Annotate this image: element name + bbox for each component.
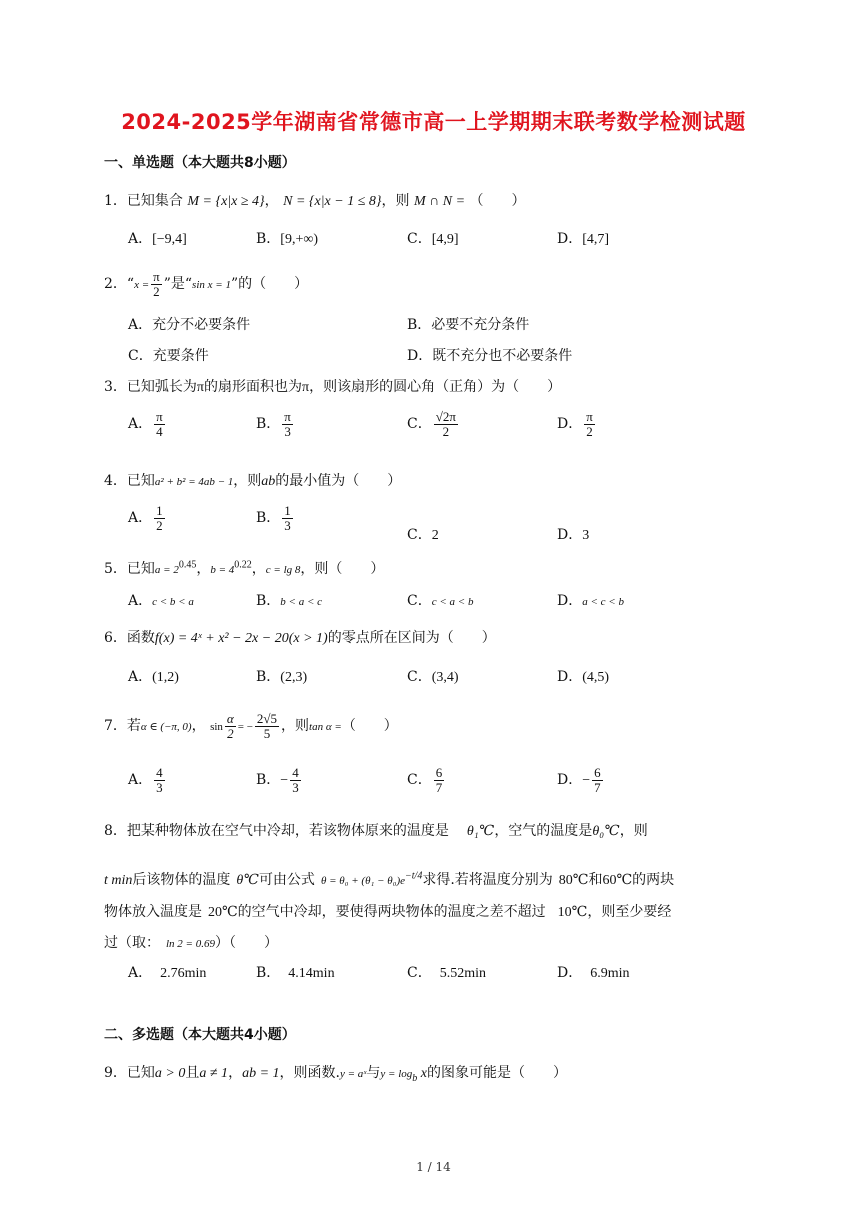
option-a (128, 590, 194, 610)
question-8-text: 可由公式 (258, 872, 315, 888)
option-value: [−9,4] (152, 232, 187, 247)
option-fraction (584, 410, 595, 438)
option-label: B． (256, 593, 281, 609)
sin-equation: sin x = 1 (192, 279, 231, 292)
option-sign: − (280, 773, 289, 789)
page-number: 1 / 14 (416, 1160, 451, 1174)
question-8-text: 求得.若将温度分别为 (422, 872, 553, 888)
question-2-tail: ”的（ ） (230, 276, 309, 293)
option-c (407, 410, 460, 438)
option-d: D．既不充分也不必要条件 (407, 348, 573, 364)
option-sign: − (582, 773, 591, 789)
fraction-denominator: 4 (156, 423, 163, 439)
option-label: A． (128, 965, 153, 981)
question-5-tail: ，则（ ） (300, 561, 385, 577)
question-5 (104, 558, 384, 578)
option-label: D． (557, 231, 583, 247)
log-argument: x (417, 1066, 427, 1081)
option-a: A．充分不必要条件 (128, 317, 251, 333)
option-c (407, 666, 459, 686)
section-heading-multi-choice: 二、多选题（本大题共4小题） (104, 1027, 296, 1043)
fraction-denominator: 3 (284, 423, 291, 439)
option-d (557, 590, 624, 610)
tan-expr: tan α = (309, 721, 342, 734)
temp-theta1: θ₁℃ (466, 824, 495, 839)
fraction-numerator: 6 (435, 765, 443, 780)
question-9-text: 且 (185, 1065, 200, 1081)
option-d (557, 524, 589, 544)
fraction-denominator: 3 (284, 517, 291, 533)
question-8-stem: 8．把某种物体放在空气中冷却，若该物体原来的温度是 (104, 823, 449, 839)
fraction-numerator: 4 (156, 765, 163, 780)
question-9-stem: 9．已知 (104, 1065, 155, 1081)
question-8-text: 的空气中冷却，要使得两块物体的温度之差不超过 (237, 904, 546, 920)
fraction-numerator: √2π (435, 409, 456, 424)
option-fraction (154, 766, 165, 794)
option-value: (4,5) (582, 670, 610, 685)
question-3-mid: 的扇形面积也为 (204, 379, 302, 395)
page-title: 2024-2025学年湖南省常德市高一上学期期末联考数学检测试题 (121, 110, 746, 134)
question-8-line-1 (104, 820, 648, 840)
option-value: 2.76min (160, 966, 207, 981)
c-def: c = lg 8 (265, 564, 301, 576)
temp-theta: θ℃ (236, 873, 259, 888)
question-8-line-2 (104, 869, 674, 889)
question-7-tail: ，则 (281, 718, 310, 735)
fraction-numerator: α (226, 711, 234, 726)
option-label: C． (407, 527, 432, 543)
alpha-over-2-fraction (225, 712, 236, 740)
question-8-text: ，空气的温度是 (494, 823, 593, 839)
formula-exponent: −t/4 (405, 870, 423, 882)
question-8-line-3 (104, 901, 671, 921)
equation: a² + b² = 4ab − 1 (154, 476, 234, 488)
option-value: 6.9min (590, 966, 630, 981)
question-4-tail: 的最小值为（ ） (275, 473, 402, 489)
fraction-numerator: 2√5 (256, 711, 278, 726)
option-fraction (282, 504, 293, 532)
ab-equals-one: ab = 1 (242, 1066, 280, 1081)
fraction-denominator: 2 (442, 423, 450, 439)
option-value: 4.14min (288, 966, 335, 981)
answer-blank: （ ） (341, 718, 398, 735)
alpha-range: α ∈ (−π, 0) (140, 721, 192, 734)
question-1-stem: 1．已知集合 (104, 193, 183, 209)
question-2-mid: ”是“ (163, 276, 193, 293)
a-def: a = 2 (154, 564, 179, 576)
function-formula: f(x) = 4ˣ + x² − 2x − 20(x > 1) (154, 631, 328, 646)
question-8-text: 物体放入温度是 (104, 904, 202, 920)
fraction-numerator: 1 (156, 503, 163, 518)
option-label: A． (128, 669, 153, 685)
equals-minus: = − (237, 721, 253, 734)
option-value: 3 (582, 528, 590, 543)
question-8-text: ，则至少要经 (587, 904, 672, 920)
answer-blank: （ ） (469, 193, 526, 209)
option-label: A． (128, 593, 153, 609)
option-b (256, 590, 322, 610)
question-4 (104, 470, 401, 490)
temp-10: 10℃ (557, 905, 588, 920)
option-label: B． (256, 772, 281, 789)
option-label: B． (256, 965, 281, 981)
question-9-text: 与 (366, 1065, 381, 1081)
separator: ， (196, 561, 211, 577)
value-fraction (255, 712, 279, 740)
question-8-text: 的两块 (632, 872, 675, 888)
time-variable: t min (104, 873, 133, 888)
fraction-denominator: 2 (586, 423, 593, 439)
fraction-denominator: 2 (156, 517, 163, 533)
question-7-stem: 7．若 (104, 718, 141, 735)
option-fraction (434, 410, 458, 438)
option-a (128, 962, 206, 982)
question-8-text: 和 (588, 872, 603, 888)
fraction-numerator: 4 (292, 765, 299, 780)
option-label: D． (557, 416, 583, 433)
question-6 (104, 627, 496, 647)
option-label: C． (407, 593, 432, 609)
option-c (407, 766, 446, 794)
option-label: A． (128, 510, 153, 527)
option-label: B． (256, 416, 281, 433)
option-value: b < a < c (280, 596, 323, 608)
option-a (128, 228, 187, 248)
question-8-line-4 (104, 932, 278, 952)
set-n-formula: N = {x|x − 1 ≤ 8} (283, 194, 382, 209)
option-label: A． (128, 416, 153, 433)
fraction-numerator: 1 (284, 503, 291, 518)
sin-label: sin (210, 721, 223, 734)
question-8-text: ，则 (619, 823, 648, 839)
fraction-numerator: π (586, 409, 593, 424)
option-label: B． (256, 669, 281, 685)
separator: ， (251, 561, 266, 577)
option-b (256, 410, 295, 438)
question-6-tail: 的零点所在区间为（ ） (327, 630, 496, 646)
option-label: A． (128, 231, 153, 247)
log-base: b (412, 1072, 418, 1084)
temp-80: 80℃ (558, 873, 589, 888)
option-value: c < a < b (431, 596, 474, 608)
option-value: (1,2) (152, 670, 179, 685)
option-value: c < b < a (152, 596, 194, 608)
fraction-denominator: 7 (435, 779, 443, 795)
option-value: a < c < b (582, 596, 624, 608)
question-5-stem: 5．已知 (104, 561, 155, 577)
option-b (256, 962, 335, 982)
ab-expr: ab (261, 474, 276, 489)
question-8-text: 过（取： (104, 935, 160, 951)
option-fraction (154, 410, 165, 438)
option-b: B．必要不充分条件 (407, 317, 530, 333)
pi-symbol: π (196, 380, 204, 395)
question-8-text: 后该物体的温度 (132, 872, 231, 888)
option-b (256, 766, 303, 794)
option-a (128, 766, 167, 794)
intersection-expr: M ∩ N = (413, 194, 466, 209)
option-fraction (592, 766, 603, 794)
option-d (557, 962, 630, 982)
question-8-tail: ）（ ） (214, 935, 278, 951)
fraction-numerator: π (153, 269, 160, 284)
question-2 (104, 270, 308, 298)
option-b (256, 228, 318, 248)
option-value: (3,4) (431, 670, 459, 685)
fraction-denominator: 5 (263, 725, 271, 741)
option-c (407, 228, 459, 248)
option-label: D． (557, 593, 583, 609)
question-1-tail: ，则 (381, 193, 410, 209)
question-3-tail: ，则该扇形的圆心角（正角）为（ ） (309, 379, 562, 395)
fraction-denominator: 7 (594, 779, 601, 795)
temp-theta0: θ₀℃ (592, 824, 620, 839)
option-label: C． (407, 772, 432, 789)
a-not-one: a ≠ 1 (199, 1066, 229, 1081)
option-value: 2 (431, 528, 439, 543)
option-c (407, 962, 486, 982)
pi-symbol: π (302, 380, 310, 395)
question-7 (104, 712, 398, 740)
fraction-numerator: π (156, 409, 163, 424)
option-c (407, 590, 473, 610)
option-label: D． (557, 965, 583, 981)
option-d (557, 666, 609, 686)
question-4-mid: ，则 (233, 473, 262, 489)
set-m-formula: M = {x|x ≥ 4} (187, 194, 265, 209)
option-value: 5.52min (439, 966, 486, 981)
option-b (256, 666, 307, 686)
question-4-stem: 4．已知 (104, 473, 155, 489)
pi-over-2-fraction (151, 270, 162, 298)
option-a (128, 504, 167, 532)
question-1 (104, 190, 525, 210)
question-2-stem: 2．“ (104, 276, 135, 293)
option-label: D． (557, 527, 583, 543)
option-fraction (154, 504, 165, 532)
option-label: A． (128, 772, 153, 789)
ln2-value: ln 2 = 0.69 (166, 938, 215, 950)
option-b (256, 504, 295, 532)
cooling-formula: θ = θ₀ + (θ₁ − θ₀)e (320, 875, 406, 887)
separator: ， (191, 718, 206, 735)
a-positive: a > 0 (154, 1066, 186, 1081)
option-value: [9,+∞) (280, 232, 318, 247)
x-equals: x = (134, 279, 150, 292)
option-label: C． (407, 965, 432, 981)
temp-20: 20℃ (208, 905, 238, 920)
question-9 (104, 1062, 567, 1084)
option-value: [4,7] (582, 232, 610, 247)
b-exponent: 0.22 (234, 559, 252, 571)
option-d (557, 228, 609, 248)
fraction-denominator: 2 (227, 725, 234, 741)
fraction-numerator: π (284, 409, 291, 424)
separator: ， (264, 193, 279, 209)
question-3 (104, 376, 561, 396)
log-function: y = log (380, 1068, 413, 1080)
option-c: C．充要条件 (128, 348, 209, 364)
option-value: (2,3) (280, 670, 308, 685)
option-label: C． (407, 416, 432, 433)
option-label: B． (256, 231, 281, 247)
option-a (128, 410, 167, 438)
fraction-numerator: 6 (594, 765, 601, 780)
exponential-function: y = aˣ (339, 1068, 367, 1080)
question-9-tail: 的图象可能是（ ） (426, 1065, 567, 1081)
option-value: [4,9] (431, 232, 459, 247)
temp-60: 60℃ (602, 873, 633, 888)
option-d (557, 410, 597, 438)
fraction-denominator: 2 (153, 283, 160, 299)
option-label: C． (407, 669, 432, 685)
option-a (128, 666, 179, 686)
question-3-stem: 3．已知弧长为 (104, 379, 197, 395)
option-label: D． (557, 772, 583, 789)
option-fraction (290, 766, 301, 794)
question-6-stem: 6．函数 (104, 630, 155, 646)
option-fraction (282, 410, 293, 438)
separator: ， (228, 1065, 243, 1081)
option-label: C． (407, 231, 432, 247)
fraction-denominator: 3 (156, 779, 163, 795)
option-fraction (434, 766, 445, 794)
fraction-denominator: 3 (292, 779, 299, 795)
option-label: B． (256, 510, 281, 527)
question-9-text: ，则函数. (279, 1065, 340, 1081)
option-d (557, 766, 605, 794)
a-exponent: 0.45 (178, 559, 197, 571)
option-c (407, 524, 439, 544)
option-label: D． (557, 669, 583, 685)
b-def: b = 4 (210, 564, 235, 576)
section-heading-single-choice: 一、单选题（本大题共8小题） (104, 155, 296, 171)
